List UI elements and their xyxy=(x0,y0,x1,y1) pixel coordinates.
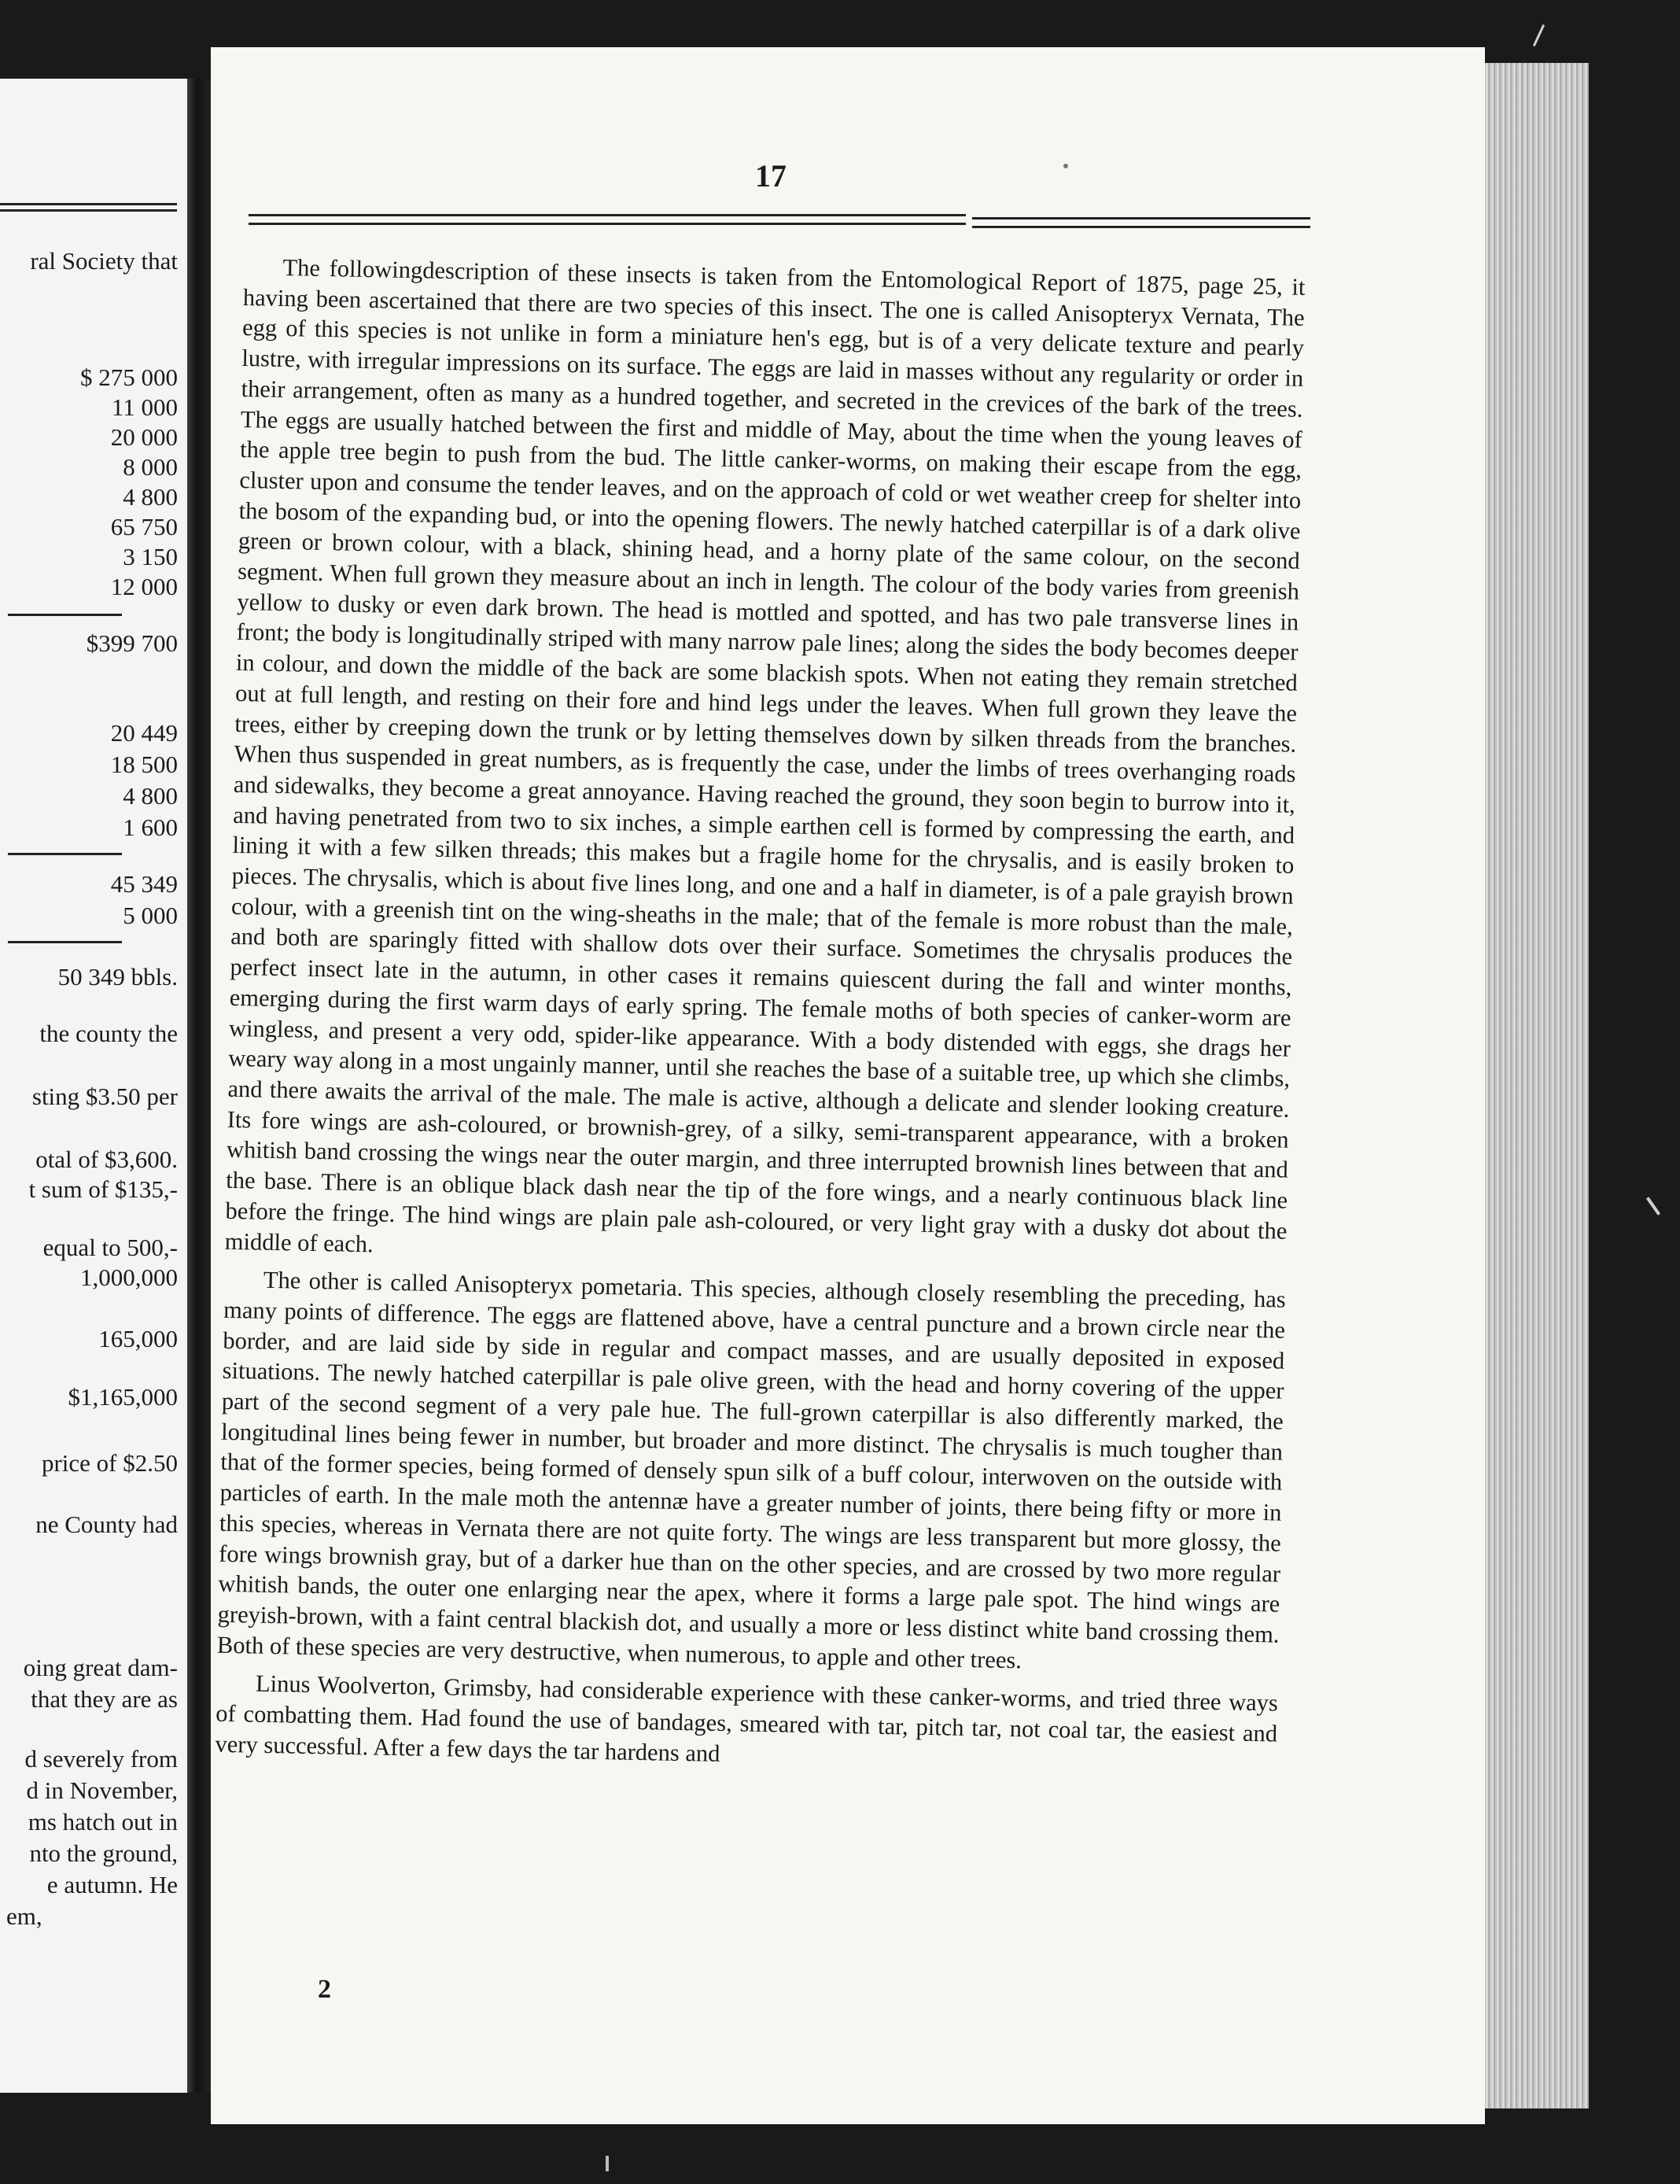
left-fragment: em, xyxy=(6,1902,42,1930)
left-fragment: 165,000 xyxy=(98,1325,178,1352)
left-fragment: ms hatch out in xyxy=(28,1808,178,1835)
paragraph: The followingdescription of these insects is taken from the Entomological Report of 1875, page 25, it having been ascertained that there are two species of this insect. The one is called Anisopteryx Vernata, The egg of this species is not unlike in form a miniature hen's egg, but is of a very delicate texture and pearly lustre, with irregular impressions on its surface. The eggs are laid in masses without any regularity or order in their arrangement, often as many as a hundred together, and secreted in the crevices of the bark of the trees. The eggs are usually hatched between the first and middle of May, about the time when the young leaves of the apple tree begin to push from the bud. The little canker-worms, on making their escape from the egg, cluster upon and consume the tender leaves, and on the approach of cold or wet weather creep for shelter into the bosom of the expanding bud, or into the opening flowers. The newly hatched caterpillar is of a dark olive green or brown colour, with a black, shining head, and a horny plate of the same colour, on the second segment. When full grown they measure about an inch in length. The colour of the body varies from greenish yellow to dusky or even dark brown. The head is mottled and spotted, and has two pale transverse lines in front; the body is longitudinally striped with many narrow pale lines; along the sides the body becomes deeper in colour, and down the middle of the back are some blackish spots. When not eating they remain stretched out at full length, and resting on their fore and hind legs under the leaves. When full grown they leave the trees, either by creeping down the trunk or by letting themselves down by silken threads from the branches. When thus suspended in great numbers, as is frequently the case, under the limbs of trees overhanging roads and sidewalks, they become a great annoyance. Having reached the ground, they soon begin to burrow into it, and having penetrated from two to six inches, a simple earthen cell is formed by compressing the earth, and lining it with a few silken threads; this makes but a fragile home for the chrysalis, and is easily broken to pieces. The chrysalis, which is about five lines long, and one and a half in diameter, is of a pale grayish brown colour, with a greenish tint on the wing-sheaths in the male; that of the female is more robust than the male, and both are sparingly fitted with shallow dots over their surface. Sometimes the chrysalis produces the perfect insect late in the autumn, in other cases it remains quiescent during the fall and winter months, emerging during the first warm days of early spring. The female moths of both species of canker-worm are wingless, and present a very odd, spider-like appearance. With a body distended with eggs, she drags her weary way along in a most ungainly manner, until she reaches the base of a suitable tree, up which she climbs, and there awaits the arrival of the male. The male is active, although a delicate and slender looking creature. Its fore wings are ash-coloured, or brownish-grey, of a silky, semi-transparent appearance, with a broken whitish band crossing the wings near the outer margin, and three interrupted brownish lines between that and the base. There is an oblique black dash near the tip of the fore wings, and a nearly continuous black line before the fringe. The hind wings are plain pale ash-coloured, or very light gray with a dusky dot about the middle of each. xyxy=(224,253,1306,1257)
left-sum-rule xyxy=(8,853,122,855)
left-value: 12 000 xyxy=(110,573,178,600)
left-fragment: sting $3.50 per xyxy=(31,1083,178,1110)
scan-speck xyxy=(1063,164,1068,168)
paragraph: The other is called Anisopteryx pometaria. This species, although closely resembling the preceding, has many points of difference. The eggs are flattened above, have a central puncture and a brown circle near the border, and are laid side by side in regular and compact masses, and are usually deposited in exposed situations. The newly hatched caterpillar is pale olive green, with the head and horny covering of the upper part of the second segment of a very pale hue. The full-grown caterpillar is also differently marked, the longitudinal lines being fewer in number, but broader and more distinct. The chrysalis is much tougher than that of the former species, being formed of densely spun silk of a buff colour, interwoven on the outside with particles of earth. In the male moth the antennæ have a greater number of joints, there being fifty or more in this species, whereas in Vernata there are not quite forty. The wings are less transparent but more glossy, the fore wings brownish gray, but of a darker hue than on the other species, and are crossed by two more regular whitish bands, the outer one enlarging near the apex, where it forms a large pale spot. The hind wings are greyish-brown, with a faint central blackish dot, and usually a more or less distinct white band crossing them. Both of these species are very destructive, when numerous, to apple and other trees. xyxy=(216,1266,1287,1673)
header-rule-right xyxy=(972,217,1310,228)
left-fragment: nto the ground, xyxy=(29,1839,178,1867)
left-value: 5 000 xyxy=(123,902,178,929)
left-fragment: d in November, xyxy=(26,1776,178,1804)
left-fragment: t sum of $135,- xyxy=(28,1175,178,1203)
left-total: 50 349 bbls. xyxy=(57,963,178,991)
left-page xyxy=(0,79,187,2093)
left-fragment: 1,000,000 xyxy=(80,1264,178,1291)
left-fragment: $1,165,000 xyxy=(68,1383,178,1411)
left-fragment: price of $2.50 xyxy=(41,1449,178,1477)
left-value: $ 275 000 xyxy=(80,363,178,391)
left-fragment: e autumn. He xyxy=(46,1871,178,1898)
left-total: $399 700 xyxy=(86,629,178,657)
left-value: 11 000 xyxy=(111,393,178,421)
left-top-rule-2 xyxy=(0,209,177,212)
paragraph: Linus Woolverton, Grimsby, had considerable experience with these canker-worms, and tried three ways of combatting them. Had found the use of bandages, smeared with tar, pitch tar, not coal tar, the easiest and very successful. After a few days the tar hardens and xyxy=(215,1669,1279,1767)
left-sum-rule xyxy=(8,614,122,616)
left-value: 18 500 xyxy=(110,751,178,778)
left-sum-rule xyxy=(8,941,122,943)
left-fragment: d severely from xyxy=(24,1745,178,1773)
left-value: 4 800 xyxy=(123,483,178,511)
scan-speck xyxy=(1533,24,1545,46)
left-top-rule xyxy=(0,203,177,205)
scan-speck xyxy=(1646,1197,1660,1216)
folio-signature: 2 xyxy=(318,1975,331,2004)
left-value: 1 600 xyxy=(123,813,178,841)
scan-speck xyxy=(606,2156,609,2171)
book-gutter xyxy=(187,79,211,2093)
left-value: 20 449 xyxy=(110,719,178,747)
left-value: 20 000 xyxy=(110,423,178,451)
left-value: 45 349 xyxy=(110,870,178,898)
left-fragment: the county the xyxy=(39,1020,178,1047)
left-value: 3 150 xyxy=(123,543,178,570)
article-body xyxy=(215,252,1306,1780)
page-number: 17 xyxy=(755,158,787,194)
header-rule-left xyxy=(249,214,966,225)
left-fragment: otal of $3,600. xyxy=(35,1145,178,1173)
left-fragment: that they are as xyxy=(31,1685,178,1713)
left-value: 65 750 xyxy=(110,513,178,540)
left-value: 4 800 xyxy=(123,782,178,810)
left-fragment: ne County had xyxy=(35,1511,178,1538)
left-fragment: equal to 500,- xyxy=(42,1234,178,1261)
left-fragment: oing great dam- xyxy=(23,1654,178,1681)
left-value: 8 000 xyxy=(123,453,178,481)
left-heading-fragment: ral Society that xyxy=(30,247,178,275)
